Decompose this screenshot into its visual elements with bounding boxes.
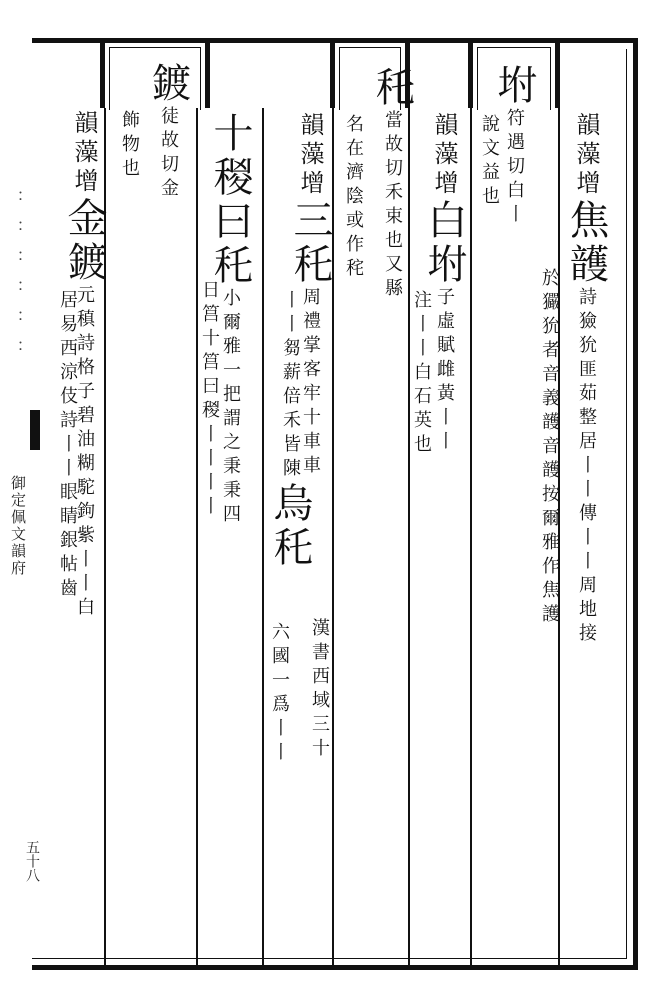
definition-cha: 名在濟陰或作秺 xyxy=(343,114,364,282)
definition-du: 飾物也 xyxy=(119,110,140,182)
headword-fu: 坿 xyxy=(491,64,537,108)
entry-du xyxy=(145,62,191,202)
entry-fu xyxy=(491,64,537,228)
column-rule xyxy=(196,108,198,970)
headword-baifu: 白坿 xyxy=(421,199,467,287)
gloss-text: 周禮掌客牢十車車 xyxy=(300,287,321,479)
headword-wucha: 烏秅 xyxy=(267,482,313,570)
fanqie-du: 徒故切 xyxy=(158,106,179,178)
margin-book-title: 御定佩文韻府 xyxy=(9,475,27,577)
gloss-line-3: 六國一爲丨丨 xyxy=(269,622,290,766)
definition-fu: 說文益也 xyxy=(479,114,500,210)
margin-page-number: 五十八 xyxy=(24,840,40,882)
gloss-line-2: 居易西涼伎詩丨丨眼睛銀帖齒 xyxy=(57,290,78,602)
yunzao-label: 韻藻增 xyxy=(430,112,458,199)
gloss-text: 子虛賦雌黃丨丨 xyxy=(434,287,455,455)
gloss-text: 詩獫狁匪茹整居丨丨傳丨丨周地接 xyxy=(576,287,597,647)
headword-shizong: 十稯曰秅 xyxy=(207,112,253,288)
gloss-line-2: 丨丨芻薪倍禾皆陳 xyxy=(280,290,301,482)
headword-jiaohu: 焦頀 xyxy=(563,199,609,287)
fanqie-cha: 當故切禾束也又縣 xyxy=(382,110,403,302)
yunzao-label: 韻藻增 xyxy=(572,112,600,199)
headword-jindu: 金鍍 xyxy=(61,197,107,285)
fanqie-fu: 符遇切 xyxy=(504,108,525,180)
column-rule xyxy=(262,108,264,970)
gloss-line-2: 注丨丨白石英也 xyxy=(411,290,432,458)
repeat-mark: 丨 xyxy=(504,204,525,228)
gloss-line-2: 日筥十筥曰稯丨丨丨丨 xyxy=(199,280,220,520)
gloss-text: 小爾雅一把謂之秉秉四 xyxy=(220,288,241,528)
entry-jiaohu xyxy=(563,112,609,647)
entry-cha xyxy=(369,66,415,302)
rhyme-fu: 白 xyxy=(504,180,525,204)
margin-dots: ：：：：：： xyxy=(6,190,25,370)
gloss-line-2: 於玁狁者音義頀音頀按爾雅作焦護 xyxy=(539,268,560,628)
left-margin xyxy=(0,80,40,980)
headword-cha: 秅 xyxy=(369,66,415,110)
gloss-text: 元稹詩格子碧油糊駝鉤紫丨丨白 xyxy=(74,285,95,621)
gloss-hanshu: 漢書西域三十 xyxy=(309,618,330,762)
column-rule xyxy=(470,108,472,970)
headword-du: 鍍 xyxy=(145,62,191,106)
yunzao-label: 韻藻增 xyxy=(296,112,324,199)
yunzao-label: 韻藻增 xyxy=(70,110,98,197)
headword-sancha: 三秅 xyxy=(287,199,333,287)
rhyme-du: 金 xyxy=(158,178,179,202)
